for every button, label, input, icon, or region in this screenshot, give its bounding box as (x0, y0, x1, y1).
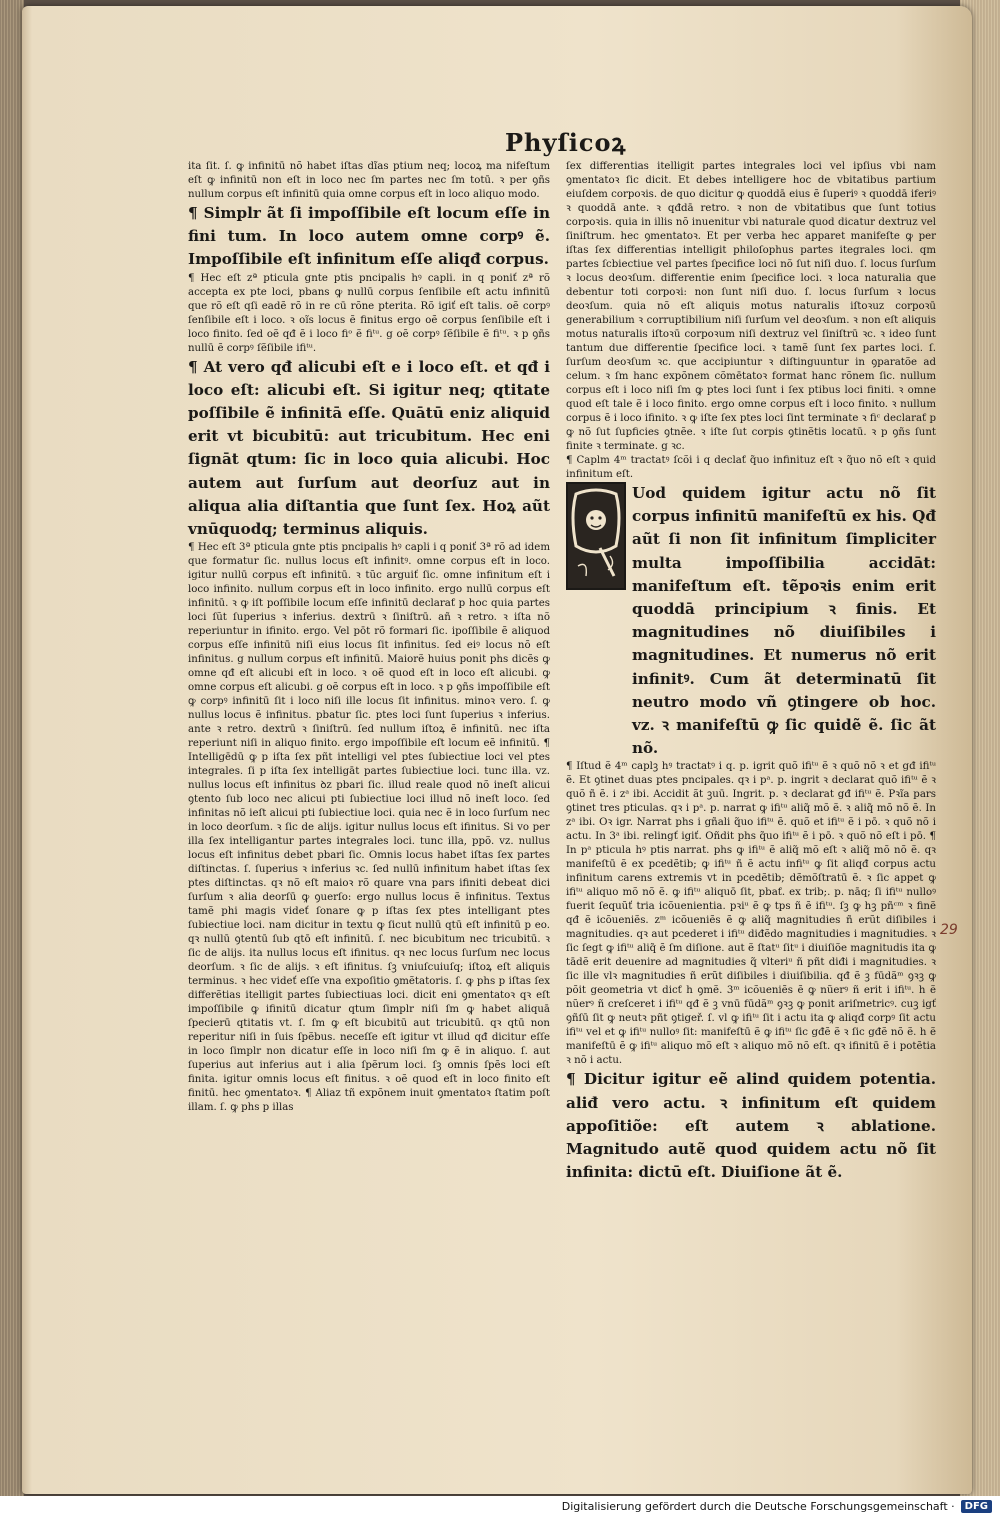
footer-credit: Digitalisierung gefördert durch die Deutsche Forschungsgemeinschaft · (561, 1499, 955, 1513)
decorated-initial-icon (566, 482, 626, 590)
marginal-note: 29 (940, 922, 958, 938)
commented-text-paragraph: ¶ Simplr ãt ſi impoſſibile eſt locum eſſe in fini tum. In loco autem omne corpꝰ ẽ. Impoſſibile eſt infinitum eſſe aliqđ corpus. (188, 204, 550, 269)
initial-paragraph (566, 482, 936, 760)
commentary-paragraph: ¶ Iſtud ẽ 4ᵐ caplꝫ hꝰ tractatꝰ i q. p. igrit quõ ifiᵗᵘ ẽ ꝛ quõ nõ ꝛ et gđ ifiᵗᵘ ẽ. Et ꝯtinet duas ptes pncipales. qꝛ i pᵃ. p. ingrit ꝛ declarat quõ ifiᵗᵘ ẽ ꝛ quõ ñ ẽ. i zᵃ ibi. Accidit ãt ꝫuū. Ingrit. p. ꝛ declarat gđ ifiᵗᵘ ẽ. Pꝛĩa pars ꝯtinet tres pticulas. qꝛ i pᵃ. p. narrat ꝙ ifiᵗᵘ aliq̃ mõ ẽ. ꝛ aliq̃ mõ nõ ẽ. In zᵃ ibi. Oꝛ igr. Narrat phs i gñali q̃uo ifiᵗᵘ ẽ. quõ et ifiᵗᵘ ẽ i pō. ꝛ quõ nõ i actu. In 3ᵃ ibi. relingť igiť. Oñdit phs q̃uo ifiᵗᵘ ẽ i pō. ꝛ quõ nõ eſt i pō. ¶ In pᵃ pticula hꝰ ptis narrat. phs ꝙ ifiᵗᵘ ẽ aliq̃ mõ eſt ꝛ aliq̃ mõ nõ ẽ. qꝛ manifeſtū ẽ ex pcedẽtib; ꝙ ifiᵗᵘ ñ ẽ actu infiᵗᵘ ꝙ ſit aliqđ corpus actu infinitum carens extremis vt in pcedẽtib; dẽmõſtratū ẽ. ꝛ ſic appet ꝙ ifiᵗᵘ aliquo mõ nõ ẽ. ꝙ ifiᵗᵘ aliquō ſit, pbaƭ. ex trib;. p. nāq; ſi ifiᵗᵘ nulloꝰ fuerit ſequũť tria icõuenientia. pꝛiᵘ ẽ ꝙ tps ñ ẽ ifiᵗᵘ. ſꝫ ꝙ hꝫ pñᶜᵐ ꝛ finẽ qđ ẽ icõueniẽs. zᵐ icõueniẽs ẽ ꝙ aliq̃ magnitudies ñ erũt diſibiles i magnitudies. qꝛ aut pcederet i ifiᵗᵘ diđẽdo magnitudies i magnitudies. ꝛ ſic ſegt ꝙ ifiᵗᵘ aliq̃ ẽ ſm diſione. aut ẽ ſtatᵘ ſitᵘ i diuiſiõe magnitudis ita ꝙ tādẽ erit deuenire ad magnitudies q̃ vlteriᵘ ñ pñt diđi i magnitudies. ꝛ ſic ille vlꝛ magnitudies ñ erũt diſibiles i diuiſibilia. qđ ẽ ꝫ fūdãᵐ ꝯꝛꝫ ꝙ põit geometria vt dicƭ h ꝯmẽ. 3ᵐ icõueniẽs ẽ ꝙ nũerꝰ ñ erit i ifiᵗᵘ. h ẽ nũerꝰ ñ creſceret i ifiᵗᵘ qđ ẽ ꝫ vnū fūdãᵐ ꝯꝛꝫ ꝙ ponit ariſmetricꝰ. cuꝫ igť ꝯñſū ſit ꝙ neutꝛ pñt ꝯtigeř. ſ. vl ꝙ ifiᵗᵘ ſit i actu ita ꝙ aliqđ corpꝰ ſit actu ifiᵗᵘ vel et ꝙ ifiᵗᵘ nulloꝰ ſit: manifeſtū ẽ ꝙ ifiᵗᵘ ſic gđẽ ẽ ꝛ ſic gđẽ nõ ẽ. h ẽ manifeſtū ẽ ꝙ ifiᵗᵘ aliquo mõ eſt ꝛ aliquo mõ nõ eſt. qꝛ ifinitū ẽ i potẽtia ꝛ nõ i actu. (566, 761, 936, 1067)
digitization-footer (0, 1496, 1000, 1516)
book-spine-edge (0, 0, 24, 1496)
commentary-paragraph: ¶ Caplm 4ᵐ tractatꝰ ſcõi i q declaƭ q̃uo infinituz eſt ꝛ q̃uo nõ eſt ꝛ quid infinitum eſt. (566, 455, 936, 480)
dfg-logo: DFG (961, 1500, 992, 1513)
commentary-paragraph: ita ſit. ſ. ꝙ infinitū nõ habet iſtas dĩas ptium neq; locoꝝ ma nifeſtum eſt ꝙ infinitū non eſt in loco nec ſm partes nec ſm totū. ꝛ per ꝯñs nullum corpus eſt infinitū quia omne corpus eſt in loco aliquo modo. (188, 161, 550, 200)
commentary-paragraph: ſex differentias itelligit partes integrales loci vel ipſius vbi nam ꝯmentatoꝛ ſic dicit. Et debes intelligere hoc de vbitatibus partium eiuſdem corpoꝛis. de quo dicitur ꝙ quoddā eius ẽ ſuperiꝰ ꝛ quoddā iferiꝰ ꝛ quoddā ante. ꝛ qđdā retro. ꝛ non de vbitatibus que ſunt totius corpoꝛis. quia in illis nõ inuenitur vbi naturale quod dicatur dextruz vel ſiniſtrum. hec ꝯmentatoꝛ. Et per verba hec apparet manifeſte ꝙ per iſtas ſex differentias intelligit philoſophus partes itegrales loci. qm partes ſcbiectiue vel partes ſpecifice loci nõ ſut niſi duo. ſ. locus ſurſum ꝛ locus deoꝛſum. differentie enim ſpecifice loci. ꝛ loca naturalia que debentur toti corpoꝛi: non ſunt niſi duo. ſ. locus ſurſum ꝛ locus deoꝛſum. quia nõ eſt aliquis motus naturalis iſtoꝛuz corpoꝛū generabilium ꝛ corruptibilium niſi ſurſum vel deoꝛſum. ꝛ non eſt aliquis motus naturalis iſtoꝛū corpoꝛum niſi dextruz vel ſiniſtrū ꝛc. ꝛ ideo ſunt tantum due differentie ſpecifice loci. ꝛ tamẽ ſunt ſex partes loci. ſ. ſurſum deoꝛſum ꝛc. que accipiuntur ꝛ diſtinguuntur in ꝯparatõe ad celum. ꝛ ſm hanc expõnem cõmētatoꝛ format hanc rõnem ſic. nullum corpus eſt i loco niſi ſm ꝙ ptes loci ſunt i ſex ptibus loci finiti. ꝛ omne quod eſt tale ẽ i loco finito. ergo omne corpus eſt i loco finito. ꝛ nullum corpus ẽ i loco ifinito. ꝛ ꝙ iſte ſex ptes loci ſint terminate ꝛ fiᶜ declaraƭ p ꝙ nõ ſut ſupficies ꝯtnẽe. ꝛ iſte ſut corpis ꝯtinẽtis locatū. ꝛ p ꝯñs ſunt finite ꝛ terminate. g ꝛc. (566, 161, 936, 452)
left-text-column (188, 160, 550, 1115)
paragraph-text: Uod quidem igitur actu nõ ſit corpus infinitū manifeſtū ex his. Qđ aũt ſi non ſit infinitum ſimpliciter multa impoſſibilia accidāt: manifeſtum eſt. tẽpoꝛis enim erit quoddā principium ꝛ finis. Et magnitudines nõ diuiſibiles i magnitudines. Et numerus nõ erit infinitꝰ. Cum ãt determinatū ſit neutro modo vñ ꝯtingere ob hoc. vz. ꝛ manifeſtū ꝙ ſic quidẽ ẽ. ſic ãt nõ. (632, 484, 936, 758)
commentary-paragraph: ¶ Hec eſt zª pticula gnte ptis pncipalis hꝰ capli. in q poniť zª rõ accepta ex pte loci, pbans ꝙ nullū corpus ſenſibile eſt actu infinitū que rõ eſt qſi eadẽ rõ in re cū rõne pterita. Rõ igiť eſt talis. oẽ corpꝰ ſenſibile eſt i loco. ꝛ oĩs locus ẽ finitus ergo oẽ corpus ſenſibile eſt i loco finito. ſed oẽ qđ ẽ i loco fiᵒ ẽ fiᵗᵘ. g oẽ corpꝰ ſẽſibile ẽ fiᵗᵘ. ꝛ p ꝯñs nullū ẽ corpꝰ ſẽſibile ifiᵗᵘ. (188, 272, 550, 354)
commentary-paragraph: ¶ Hec eſt 3ª pticula gnte ptis pncipalis hꝰ capli i q poniť 3ª rõ ad idem que formatur ſic. nullus locus eſt infinitꝰ. omne corpus eſt in loco. igitur nullū corpus eſt infinitū. ꝛ tũc arguiť ſic. omne infinitum eſt i loco infinito. nullum corpus eſt in loco infinito. ergo nullū corpus eſt infinitū. ꝛ ꝙ iſt poſſibile locum eſſe infinitū declaraƭ p hoc quia partes loci ſũt ſuperius ꝛ inferius. dextrū ꝛ ſiniſtrū. añ ꝛ retro. ꝛ iſta nõ reperiuntur in ifinito. ergo. Vel pōt rõ formari ſic. ipoſſibile ẽ aliquod corpus eſſe infinitū niſi eius locus ſit infinitus. ſed eiꝰ locus nõ eſt infinitus. g nullum corpus eſt infinitū. Maiorẽ huius ponit phs dicẽs ꝙ omne qđ eſt alicubi eſt in loco. ꝛ oẽ quod eſt in loco eſt alicubi. ꝙ omne corpus eſt alicubi. g oẽ corpus eſt in loco. ꝛ p ꝯñs impoſſibile eſt ꝙ corpꝰ infinitū ſit i loco niſi ille locus ſit infinitus. minoꝛ vero. ſ. ꝙ nullus locus ẽ infinitus. pbatur ſic. ptes loci ſunt ſuperius ꝛ inferius. ante ꝛ retro. dextrū ꝛ ſiniſtrū. ſed nullum iſtoꝝ ẽ infinitū. nec iſta reperiunt niſi in aliquo finito. ergo impoſſibile eſt locum eẽ infinitū. ¶ Intelligēdū ꝙ p iſta ſex pñt intelligi vel ptes ſubiectiue loci vel ptes integrales. ſi p iſta ſex intelligāt partes ſubiectiue loci. tunc illa. vz. nullus locus eſt infinitus ꝺz pbari ſic. illud reale quod nõ ineſt alicui ꝯtento ſub loco nec alicui pti ſubiectiue loci illud nõ ineſt loco. ſed infinitas nõ ieſt alicui pti ſubiectiue loci. quia nec ẽ in loco ſurſum nec in loco deorſum. ꝛ ſic de alijs. igitur nullus locus eſt ifinitus. Si vo per illa ſex intelligantur partes integrales loci. tunc illa, ppõ. vz. nullus locus eſt infinitus debet pbari ſic. Omnis locus habet iſtas ſex partes diſtinctas. ſ. ſuperius ꝛ inferius ꝛc. ſed nullū infinitum habet iſtas ſex ptes diſtinctas. qꝛ nõ eſt maioꝛ rõ quare vna pars ifiniti debeat dici ſurſum ꝛ alia deorſū ꝙ ꝯuerſo: ergo nullus locus ẽ infinitus. Textus tamẽ phi magis videť ſonare ꝙ p iſtas ſex ptes intelligant ptes ſubiectiue loci. nam dicitur in textu ꝙ ſicut nullū qtū eſt infinitū p eo. qꝛ nullū ꝯtentū ſub qtō eſt infinitū. ſ. nec bicubitum nec tricubitū. ꝛ ſic de alijs. ita nullus locus eſt ifinitus. qꝛ nec locus ſurſum nec locus deorſum. ꝛ ſic de alijs. ꝛ eſt ifinitus. ſꝫ vniuſcuiuſq; iſtoꝝ eſt aliquis terminus. ꝛ hec videť eſſe vna expoſitio ꝯmẽtatoris. ſ. ꝙ phs p iſtas ſex differẽtias itelligit partes ſubiectiuas loci. dicit eni ꝯmentatoꝛ qꝛ eſt impoſſibile ꝙ ifinitū dicatur qtum ſimplr niſi ſm ꝙ habet aliquā ſpecierū qtitatis vt. ſ. ſm ꝙ eſt bicubitū aut tricubitū. qꝛ qtū non reperitur niſi in ſuis ſpẽbus. neceſſe eſt igitur vt illud qđ dicitur eſſe in loco ſimplr non dicatur eſſe in loco niſi ſm ꝙ ẽ in aliquo. ſ. aut ſuperius aut inferius aut i alia ſpẽrum loci. ſꝫ omnis ſpẽs loci eſt finita. igitur omnis locus eſt finitus. ꝛ oẽ quod eſt in loco finito eſt finitū. hec ꝯmentatoꝛ. ¶ Aliaz tñ expõnem inuit ꝯmentatoꝛ ſtatim poſt illam. ſ. ꝙ phs p illas (188, 542, 550, 1114)
commented-text-paragraph: ¶ Dicitur igitur eẽ alind quidem potentia. aliđ vero actu. ꝛ infinitum eſt quidem appoſitiõe: eſt autem ꝛ ablatione. Magnitudo autẽ quod quidem actu nõ ſit infinita: dictū eſt. Diuiſione ãt ẽ. (566, 1070, 936, 1182)
commented-text-paragraph: ¶ At vero qđ alicubi eſt e i loco eſt. et qđ i loco eſt: alicubi eſt. Si igitur neq; qtitate poſſibile ẽ infinitā eſſe. Quātū eniz aliquid erit vt bicubitū: aut tricubitum. Hec eni ſignāt qtum: ſic in loco quia alicubi. Hoc autem aut ſurſum aut deorſuz aut in aliqua alia diſtantia que ſunt ſex. Hoꝝ aũt vnūquodq; terminus aliquis. (188, 357, 550, 539)
running-head: Phyſicoꝝ (505, 128, 627, 157)
right-text-column (566, 160, 936, 1184)
